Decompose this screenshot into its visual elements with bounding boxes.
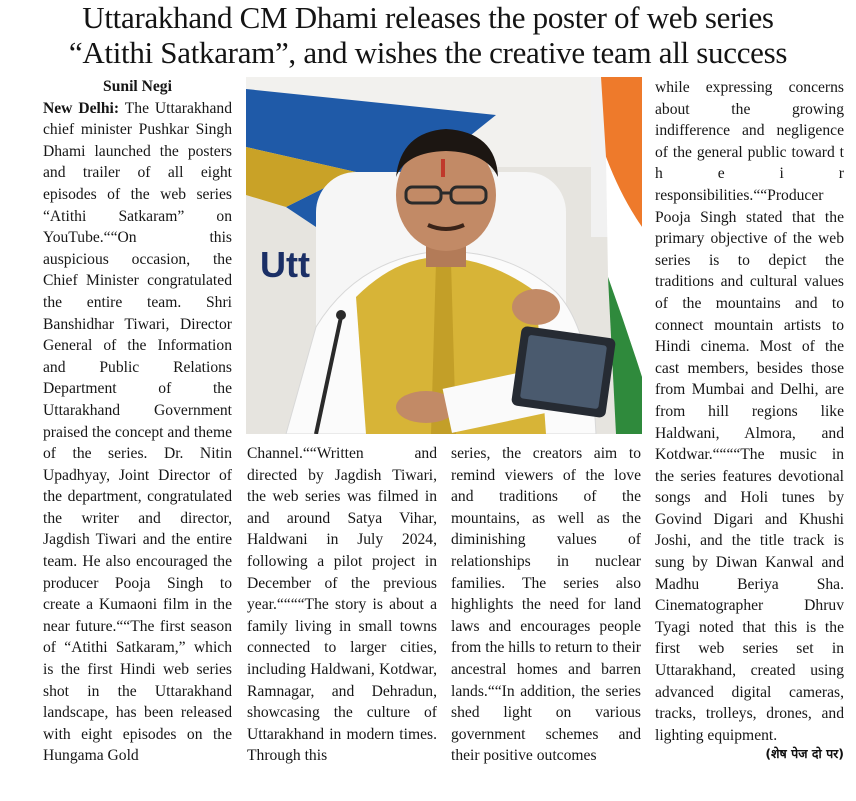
headline-line-2: “Atithi Satkaram”, and wishes the creative team all success [68,35,788,70]
column-2-text: Channel.““Written and directed by Jagdish Tiwari, the web series was filmed in and around Satya Vihar, Haldwani in July 2024, following a pilot project in December of the previous year.““““The story is about a family living in small towns connected to larger cities, including Haldwani, Kotdwar, Ramnagar, and Dehradun, showcasing the culture of Uttarakhand in modern times. Through this [247,445,437,765]
article-column-3 [451,443,641,767]
headline [0,0,856,70]
headline-line-1: Uttarakhand CM Dhami releases the poster of web series [82,0,774,35]
backdrop-text: Utt [260,244,310,285]
column-3-text: series, the creators aim to remind viewers of the love and traditions of the mountains, as well as the diminishing values of relationships in nuclear families. The series also highlights the need for land laws and encourages people from the hills to return to their ancestral homes and barren lands.““In addition, the series shed light on various government schemes and their positive outcomes [451,445,641,765]
news-photo [246,77,642,434]
byline: Sunil Negi [103,78,172,95]
article-column-1 [43,76,232,767]
column-1-text: The Uttarakhand chief minister Pushkar Singh Dhami launched the posters and trailer of all eight episodes of the web series “Atithi Satkaram” on YouTube.““On this auspicious occasion, the Chief Minister congratulated the entire team. Shri Banshidhar Tiwari, Director General of the Information and Public Relations Department of the Uttarakhand Government praised the concept and theme of the series. Dr. Nitin Upadhyay, Joint Director of the department, congratulated the writer and director, Jagdish Tiwari and the entire team. He also encouraged the producer Pooja Singh to create a Kumaoni film in the near future.““The first season of “Atithi Satkaram,” which is the first Hindi web series shot in the Uttarakhand landscape, has been released with eight episodes on the Hungama Gold [43,99,232,765]
article-column-4 [655,77,844,746]
article-column-2 [247,443,437,767]
continued-note: (शेष पेज दो पर) [765,746,844,761]
photo-illustration [246,77,642,434]
column-1-body [43,98,232,767]
dateline: New Delhi: [43,99,120,117]
column-4-text: while expressing concerns about the growing indifference and negligence of the general public toward t h e i r responsibilities.““Producer Pooja Singh stated that the primary objective of the web series is to depict the traditions and cultural values of the mountains and to connect mountain artists to Hindi cinema. Most of the cast members, besides those from Mumbai and Delhi, are from hill regions like Haldwani, Almora, and Kotdwar.““““The music in the series features devotional songs and Holi tunes by Govind Digari and Khushi Joshi, and the title track is sung by Diwan Kanwal and Madhu Beriya Sha. Cinematographer Dhruv Tyagi noted that this is the first web series set in Uttarakhand, created using advanced digital cameras, tracks, trolleys, drones, and lighting equipment. [655,79,844,744]
